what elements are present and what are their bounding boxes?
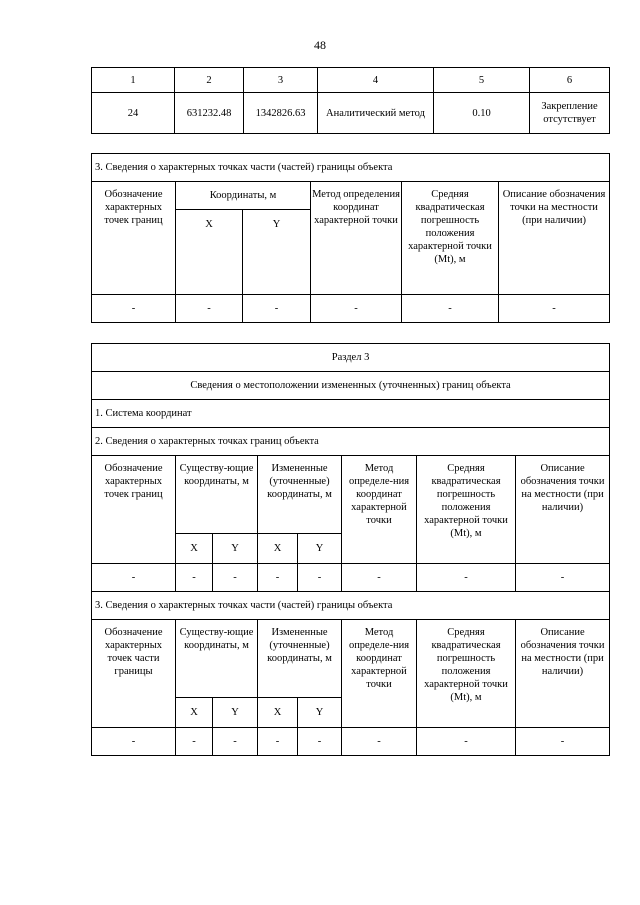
existing-coords-header: Существу-ющие координаты, м xyxy=(176,620,258,698)
cell: - xyxy=(342,564,417,592)
table-row xyxy=(92,93,610,134)
coordinates-table-top xyxy=(91,67,610,134)
designation-header: Обозначение характерных точек границ xyxy=(92,182,176,295)
cell: - xyxy=(213,564,258,592)
col-header: 6 xyxy=(530,68,610,93)
coord-x: 631232.48 xyxy=(175,93,244,134)
col-header: 1 xyxy=(92,68,175,93)
x-header: X xyxy=(176,534,213,564)
changed-coords-header: Измененные (уточненные) координаты, м xyxy=(258,620,342,698)
error-value: 0.10 xyxy=(434,93,530,134)
error-header: Средняя квадратическая погрешность положения характерной точки (Mt), м xyxy=(417,620,516,728)
coords-header: Координаты, м xyxy=(176,182,311,210)
table-row xyxy=(92,728,610,756)
cell: - xyxy=(417,564,516,592)
cell: - xyxy=(516,564,610,592)
cell: - xyxy=(92,295,176,323)
table-row xyxy=(92,564,610,592)
cell: - xyxy=(499,295,610,323)
cell: - xyxy=(176,564,213,592)
y-header: Y xyxy=(298,534,342,564)
section-subtitle: Сведения о местоположении измененных (уточненных) границ объекта xyxy=(92,372,610,400)
cell: - xyxy=(298,564,342,592)
section-title: 3. Сведения о характерных точках части (частей) границы объекта xyxy=(92,154,610,182)
part-points-table xyxy=(91,153,610,323)
y-header: Y xyxy=(298,698,342,728)
x-header: X xyxy=(176,698,213,728)
description-header: Описание обозначения точки на местности (при наличии) xyxy=(516,620,610,728)
cell: - xyxy=(311,295,402,323)
description-header: Описание обозначения точки на местности (при наличии) xyxy=(516,456,610,564)
cell: - xyxy=(258,564,298,592)
method-header: Метод определения координат характерной точки xyxy=(311,182,402,295)
part-points-title: 3. Сведения о характерных точках части (частей) границы объекта xyxy=(92,592,610,620)
cell: - xyxy=(92,564,176,592)
cell: - xyxy=(417,728,516,756)
cell: - xyxy=(402,295,499,323)
table-row xyxy=(92,295,610,323)
error-header: Средняя квадратическая погрешность положения характерной точки (Mt), м xyxy=(417,456,516,564)
cell: - xyxy=(243,295,311,323)
x-header: X xyxy=(176,210,243,295)
cell: - xyxy=(213,728,258,756)
existing-coords-header: Существу-ющие координаты, м xyxy=(176,456,258,534)
table-header-row xyxy=(92,68,610,93)
coord-system-title: 1. Система координат xyxy=(92,400,610,428)
method-header: Метод определе-ния координат характерной точки xyxy=(342,456,417,564)
cell: - xyxy=(298,728,342,756)
cell: - xyxy=(516,728,610,756)
col-header: 4 xyxy=(318,68,434,93)
points-title: 2. Сведения о характерных точках границ объекта xyxy=(92,428,610,456)
designation-header: Обозначение характерных точек границ xyxy=(92,456,176,564)
designation-header: Обозначение характерных точек части границы xyxy=(92,620,176,728)
cell: - xyxy=(176,295,243,323)
y-header: Y xyxy=(213,698,258,728)
section-heading: Раздел 3 xyxy=(92,344,610,372)
x-header: X xyxy=(258,534,298,564)
method: Аналитический метод xyxy=(318,93,434,134)
error-header: Средняя квадратическая погрешность положения характерной точки (Mt), м xyxy=(402,182,499,295)
cell: - xyxy=(92,728,176,756)
cell: - xyxy=(176,728,213,756)
cell: - xyxy=(342,728,417,756)
y-header: Y xyxy=(243,210,311,295)
changed-coords-header: Измененные (уточненные) координаты, м xyxy=(258,456,342,534)
coord-y: 1342826.63 xyxy=(244,93,318,134)
x-header: X xyxy=(258,698,298,728)
cell: - xyxy=(258,728,298,756)
y-header: Y xyxy=(213,534,258,564)
col-header: 3 xyxy=(244,68,318,93)
page-number: 48 xyxy=(314,38,326,52)
description-header: Описание обозначения точки на местности (при наличии) xyxy=(499,182,610,295)
method-header: Метод определе-ния координат характерной точки xyxy=(342,620,417,728)
section-3-table xyxy=(91,343,610,756)
point-number: 24 xyxy=(92,93,175,134)
description: Закрепление отсутствует xyxy=(530,93,610,134)
col-header: 5 xyxy=(434,68,530,93)
col-header: 2 xyxy=(175,68,244,93)
